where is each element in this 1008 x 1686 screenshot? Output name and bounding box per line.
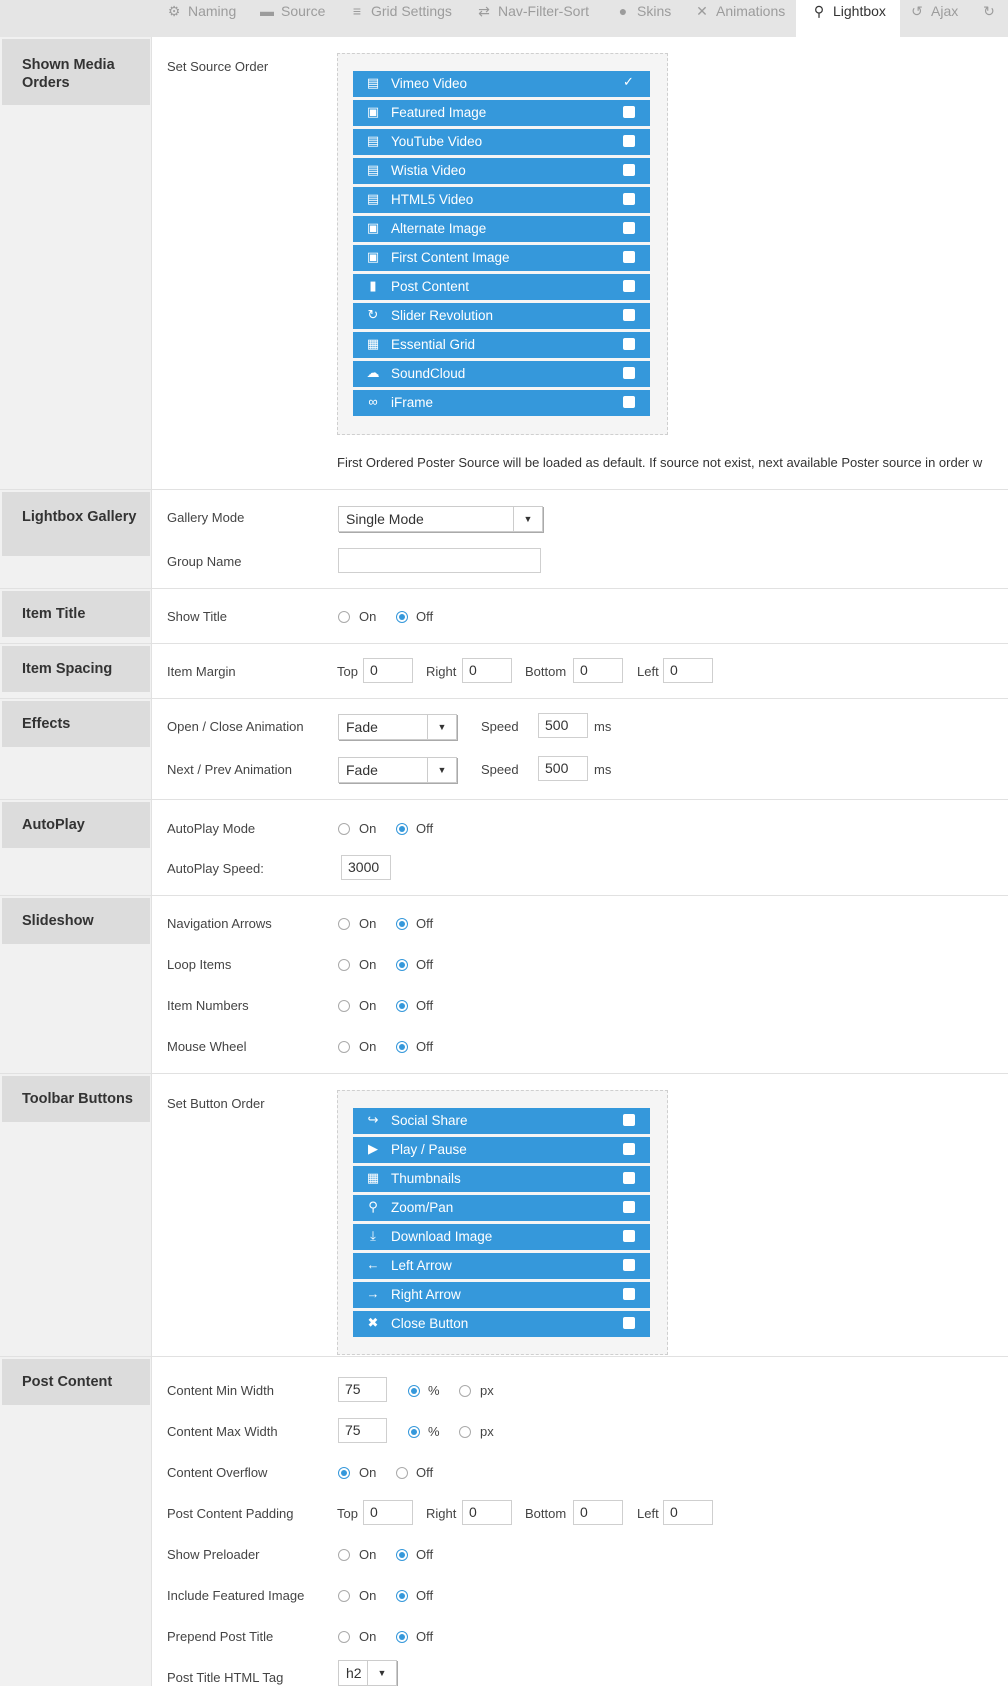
autoplay-mode-off-radio[interactable] <box>396 823 408 835</box>
max-width-px-radio[interactable] <box>459 1426 471 1438</box>
tab-source[interactable] <box>258 0 325 26</box>
margin-bottom-input[interactable]: 0 <box>573 658 623 683</box>
navigation-arrows-label: Navigation Arrows <box>167 916 272 931</box>
radio-label-on: On <box>359 1547 377 1562</box>
padding-left-input[interactable]: 0 <box>663 1500 713 1525</box>
margin-left-input[interactable]: 0 <box>663 658 713 683</box>
include-featured-image-label: Include Featured Image <box>167 1588 305 1603</box>
list-item-label: Wistia Video <box>391 163 466 178</box>
section-item-title <box>0 589 1008 644</box>
radio-label-off: Off <box>416 1547 434 1562</box>
source-item-post-content[interactable] <box>353 274 650 300</box>
show-title-off-radio[interactable] <box>396 611 408 623</box>
speed-label: Speed <box>481 762 519 777</box>
list-item-label: Zoom/Pan <box>391 1200 454 1215</box>
chevron-down-icon: ▼ <box>427 758 456 782</box>
group-name-label: Group Name <box>167 554 242 569</box>
list-item-label: Vimeo Video <box>391 76 468 91</box>
include-featured-image-on-radio[interactable] <box>338 1590 350 1602</box>
thumbnails-icon: ▦ <box>366 1170 380 1185</box>
radio-label-off: Off <box>416 1588 434 1603</box>
image-icon: ▣ <box>366 220 380 235</box>
tab-label: Nav-Filter-Sort <box>498 3 590 19</box>
section-title: Shown Media Orders <box>2 39 150 105</box>
toolbar-item-download-image[interactable] <box>353 1224 650 1250</box>
section-autoplay <box>0 800 1008 896</box>
list-item-label: Close Button <box>391 1316 469 1331</box>
autoplay-speed-input[interactable]: 3000 <box>341 855 391 880</box>
group-name-input[interactable] <box>338 548 541 573</box>
toolbar-checkbox[interactable] <box>623 1259 635 1271</box>
px-label: px <box>480 1383 494 1398</box>
radio-label-off: Off <box>416 916 434 931</box>
radio-label-off: Off <box>416 1465 434 1480</box>
source-checkbox[interactable] <box>623 77 635 89</box>
section-title: Item Title <box>2 591 150 637</box>
padding-left-label: Left <box>637 1506 659 1521</box>
toolbar-item-left-arrow[interactable] <box>353 1253 650 1279</box>
margin-top-label: Top <box>337 664 358 679</box>
search-icon: ⚲ <box>813 3 825 19</box>
prepend-post-title-off-radio[interactable] <box>396 1631 408 1643</box>
list-item-label: Right Arrow <box>391 1287 461 1302</box>
max-width-percent-radio[interactable] <box>408 1426 420 1438</box>
toolbar-checkbox[interactable] <box>623 1143 635 1155</box>
tools-icon: ✕ <box>696 3 708 19</box>
tab-label: Grid Settings <box>371 3 452 19</box>
autoplay-speed-label: AutoPlay Speed: <box>167 861 264 876</box>
toolbar-checkbox[interactable] <box>623 1114 635 1126</box>
file-icon: ▮ <box>369 278 377 293</box>
padding-top-input[interactable]: 0 <box>363 1500 413 1525</box>
post-title-html-tag-select[interactable] <box>338 1660 397 1686</box>
toolbar-checkbox[interactable] <box>623 1288 635 1300</box>
list-item-label: First Content Image <box>391 250 510 265</box>
image-icon: ▣ <box>366 249 380 264</box>
link-icon: ∞ <box>368 394 378 409</box>
drop-icon: ● <box>618 3 628 19</box>
folder-icon: ▬ <box>260 3 274 19</box>
list-item-label: Essential Grid <box>391 337 476 352</box>
source-checkbox[interactable] <box>623 106 635 118</box>
list-item-label: SoundCloud <box>391 366 466 381</box>
share-icon: ↪ <box>367 1112 379 1127</box>
source-item-vimeo-video[interactable] <box>353 71 650 97</box>
loop-items-off-radio[interactable] <box>396 959 408 971</box>
select-value: Fade <box>346 762 378 778</box>
source-item-essential-grid[interactable] <box>353 332 650 358</box>
speed-label: Speed <box>481 719 519 734</box>
menu-icon: ≡ <box>352 3 362 19</box>
tab-label: Ajax <box>931 3 959 19</box>
list-item-label: Slider Revolution <box>391 308 494 323</box>
list-item-label: Download Image <box>391 1229 493 1244</box>
padding-right-input[interactable]: 0 <box>462 1500 512 1525</box>
select-value: Single Mode <box>346 511 424 527</box>
radio-label-on: On <box>359 609 377 624</box>
show-preloader-on-radio[interactable] <box>338 1549 350 1561</box>
source-item-first-content-image[interactable] <box>353 245 650 271</box>
content-max-width-label: Content Max Width <box>167 1424 278 1439</box>
radio-label-off: Off <box>416 1039 434 1054</box>
select-value: h2 <box>346 1665 362 1681</box>
next-prev-animation-label: Next / Prev Animation <box>167 762 292 777</box>
percent-label: % <box>428 1424 440 1439</box>
prepend-post-title-label: Prepend Post Title <box>167 1629 274 1644</box>
radio-label-off: Off <box>416 1629 434 1644</box>
section-title: Lightbox Gallery <box>2 492 150 556</box>
padding-top-label: Top <box>337 1506 358 1521</box>
section-lightbox-gallery <box>0 490 1008 589</box>
source-order-list <box>337 53 668 435</box>
source-item-slider-revolution[interactable] <box>353 303 650 329</box>
select-value: Fade <box>346 719 378 735</box>
tab-ajax[interactable] <box>908 0 958 26</box>
show-preloader-off-radio[interactable] <box>396 1549 408 1561</box>
show-title-on-radio[interactable] <box>338 611 350 623</box>
toolbar-checkbox[interactable] <box>623 1230 635 1242</box>
radio-label-on: On <box>359 1465 377 1480</box>
list-item-label: Thumbnails <box>391 1171 461 1186</box>
margin-right-label: Right <box>426 664 457 679</box>
chevron-down-icon: ▼ <box>427 715 456 739</box>
section-media-orders <box>0 37 1008 490</box>
source-checkbox[interactable] <box>623 396 635 408</box>
toolbar-item-right-arrow[interactable] <box>353 1282 650 1308</box>
list-item-label: Play / Pause <box>391 1142 467 1157</box>
min-width-percent-radio[interactable] <box>408 1385 420 1397</box>
gear-icon: ⚙ <box>167 3 181 19</box>
autoplay-mode-on-radio[interactable] <box>338 823 350 835</box>
source-checkbox[interactable] <box>623 193 635 205</box>
content-min-width-input[interactable]: 75 <box>338 1377 387 1402</box>
tab-naming[interactable] <box>165 0 236 26</box>
mouse-wheel-label: Mouse Wheel <box>167 1039 247 1054</box>
radio-label-off: Off <box>416 609 434 624</box>
list-item-label: Social Share <box>391 1113 468 1128</box>
shuffle-icon: ⇄ <box>478 3 490 19</box>
close-icon: ✖ <box>367 1315 379 1330</box>
tab-grid-settings[interactable] <box>348 0 452 26</box>
set-button-order-label: Set Button Order <box>167 1096 265 1111</box>
content-overflow-label: Content Overflow <box>167 1465 268 1480</box>
radio-label-on: On <box>359 957 377 972</box>
film-icon: ▤ <box>366 162 380 177</box>
tab-skins[interactable] <box>614 0 671 26</box>
radio-label-off: Off <box>416 957 434 972</box>
section-title: AutoPlay <box>2 802 150 848</box>
list-item-label: Alternate Image <box>391 221 487 236</box>
show-title-label: Show Title <box>167 609 227 624</box>
content-min-width-label: Content Min Width <box>167 1383 274 1398</box>
open-close-speed-input[interactable]: 500 <box>538 713 588 738</box>
play-icon: ▶ <box>368 1141 378 1156</box>
include-featured-image-off-radio[interactable] <box>396 1590 408 1602</box>
toolbar-item-close-button[interactable] <box>353 1311 650 1337</box>
open-close-animation-select[interactable] <box>338 714 457 740</box>
section-effects <box>0 699 1008 800</box>
item-numbers-label: Item Numbers <box>167 998 249 1013</box>
px-label: px <box>480 1424 494 1439</box>
cloud-icon: ☁ <box>366 365 380 380</box>
source-item-iframe[interactable] <box>353 390 650 416</box>
source-checkbox[interactable] <box>623 251 635 263</box>
button-order-list <box>337 1090 668 1355</box>
min-width-px-radio[interactable] <box>459 1385 471 1397</box>
zoom-icon: ⚲ <box>368 1199 378 1214</box>
percent-label: % <box>428 1383 440 1398</box>
gallery-mode-select[interactable] <box>338 506 543 532</box>
poster-source-note: First Ordered Poster Source will be loaded as default. If source not exist, next available Poster source in order w <box>337 455 983 470</box>
list-item-label: Left Arrow <box>391 1258 452 1273</box>
tab-animations[interactable] <box>693 0 785 26</box>
margin-bottom-label: Bottom <box>525 664 567 679</box>
loop-items-label: Loop Items <box>167 957 232 972</box>
next-prev-speed-input[interactable]: 500 <box>538 756 588 781</box>
chevron-down-icon: ▼ <box>367 1661 396 1685</box>
prepend-post-title-on-radio[interactable] <box>338 1631 350 1643</box>
section-slideshow <box>0 896 1008 1074</box>
source-item-alternate-image[interactable] <box>353 216 650 242</box>
list-item-label: HTML5 Video <box>391 192 474 207</box>
radio-label-on: On <box>359 998 377 1013</box>
tab-label: Lightbox <box>833 3 886 19</box>
section-title: Toolbar Buttons <box>2 1076 150 1122</box>
source-checkbox[interactable] <box>623 338 635 350</box>
toolbar-checkbox[interactable] <box>623 1201 635 1213</box>
ms-label: ms <box>594 762 612 777</box>
film-icon: ▤ <box>366 75 380 90</box>
section-toolbar-buttons <box>0 1074 1008 1357</box>
radio-label-on: On <box>359 1039 377 1054</box>
history-icon: ↻ <box>983 3 995 19</box>
navigation-arrows-on-radio[interactable] <box>338 918 350 930</box>
tab-lightbox[interactable] <box>796 0 900 40</box>
loop-items-on-radio[interactable] <box>338 959 350 971</box>
set-source-order-label: Set Source Order <box>167 59 269 74</box>
navigation-arrows-off-radio[interactable] <box>396 918 408 930</box>
tab-history[interactable] <box>980 0 1003 26</box>
toolbar-item-social-share[interactable] <box>353 1108 650 1134</box>
film-icon: ▤ <box>366 133 380 148</box>
chevron-down-icon: ▼ <box>513 507 542 531</box>
post-content-padding-label: Post Content Padding <box>167 1506 294 1521</box>
padding-right-label: Right <box>426 1506 457 1521</box>
toolbar-item-thumbnails[interactable] <box>353 1166 650 1192</box>
radio-label-off: Off <box>416 998 434 1013</box>
radio-label-off: Off <box>416 821 434 836</box>
item-margin-label: Item Margin <box>167 664 236 679</box>
mouse-wheel-on-radio[interactable] <box>338 1041 350 1053</box>
padding-bottom-label: Bottom <box>525 1506 567 1521</box>
toolbar-item-play-pause[interactable] <box>353 1137 650 1163</box>
list-item-label: iFrame <box>391 395 434 410</box>
tab-nav-filter-sort[interactable] <box>475 0 589 26</box>
radio-label-on: On <box>359 1629 377 1644</box>
tab-label: Naming <box>188 3 237 19</box>
revolution-icon: ↻ <box>367 307 379 322</box>
source-checkbox[interactable] <box>623 222 635 234</box>
section-title: Item Spacing <box>2 646 150 692</box>
tab-label: Skins <box>637 3 672 19</box>
section-post-content <box>0 1357 1008 1686</box>
radio-label-on: On <box>359 1588 377 1603</box>
section-sidebar <box>0 1357 152 1686</box>
gallery-mode-label: Gallery Mode <box>167 510 245 525</box>
arrow-left-icon: ← <box>366 1257 380 1272</box>
margin-left-label: Left <box>637 664 659 679</box>
radio-label-on: On <box>359 916 377 931</box>
tab-label: Animations <box>716 3 786 19</box>
download-icon: ⤓ <box>370 1228 376 1243</box>
toolbar-checkbox[interactable] <box>623 1172 635 1184</box>
source-item-html5-video[interactable] <box>353 187 650 213</box>
radio-label-on: On <box>359 821 377 836</box>
content-overflow-on-radio[interactable] <box>338 1467 350 1479</box>
toolbar-item-zoom-pan[interactable] <box>353 1195 650 1221</box>
image-icon: ▣ <box>366 104 380 119</box>
source-item-wistia-video[interactable] <box>353 158 650 184</box>
toolbar-checkbox[interactable] <box>623 1317 635 1329</box>
source-checkbox[interactable] <box>623 280 635 292</box>
item-numbers-off-radio[interactable] <box>396 1000 408 1012</box>
arrow-right-icon: → <box>366 1286 380 1301</box>
source-checkbox[interactable] <box>623 367 635 379</box>
film-icon: ▤ <box>366 191 380 206</box>
content-max-width-input[interactable]: 75 <box>338 1418 387 1443</box>
list-item-label: Featured Image <box>391 105 487 120</box>
refresh-icon: ↺ <box>911 3 923 19</box>
section-title: Slideshow <box>2 898 150 944</box>
source-item-soundcloud[interactable] <box>353 361 650 387</box>
section-title: Post Content <box>2 1359 150 1405</box>
margin-right-input[interactable]: 0 <box>462 658 512 683</box>
mouse-wheel-off-radio[interactable] <box>396 1041 408 1053</box>
autoplay-mode-label: AutoPlay Mode <box>167 821 256 836</box>
source-checkbox[interactable] <box>623 164 635 176</box>
margin-top-input[interactable]: 0 <box>363 658 413 683</box>
tab-label: Source <box>281 3 326 19</box>
source-checkbox[interactable] <box>623 135 635 147</box>
next-prev-animation-select[interactable] <box>338 757 457 783</box>
section-title: Effects <box>2 701 150 747</box>
source-item-youtube-video[interactable] <box>353 129 650 155</box>
grid-icon: ▦ <box>366 336 380 351</box>
show-preloader-label: Show Preloader <box>167 1547 260 1562</box>
item-numbers-on-radio[interactable] <box>338 1000 350 1012</box>
section-item-spacing <box>0 644 1008 699</box>
content-overflow-off-radio[interactable] <box>396 1467 408 1479</box>
padding-bottom-input[interactable]: 0 <box>573 1500 623 1525</box>
list-item-label: Post Content <box>391 279 470 294</box>
source-checkbox[interactable] <box>623 309 635 321</box>
post-title-html-tag-label: Post Title HTML Tag <box>167 1670 284 1685</box>
source-item-featured-image[interactable] <box>353 100 650 126</box>
open-close-animation-label: Open / Close Animation <box>167 719 304 734</box>
list-item-label: YouTube Video <box>391 134 483 149</box>
ms-label: ms <box>594 719 612 734</box>
tab-bar <box>0 0 1008 38</box>
